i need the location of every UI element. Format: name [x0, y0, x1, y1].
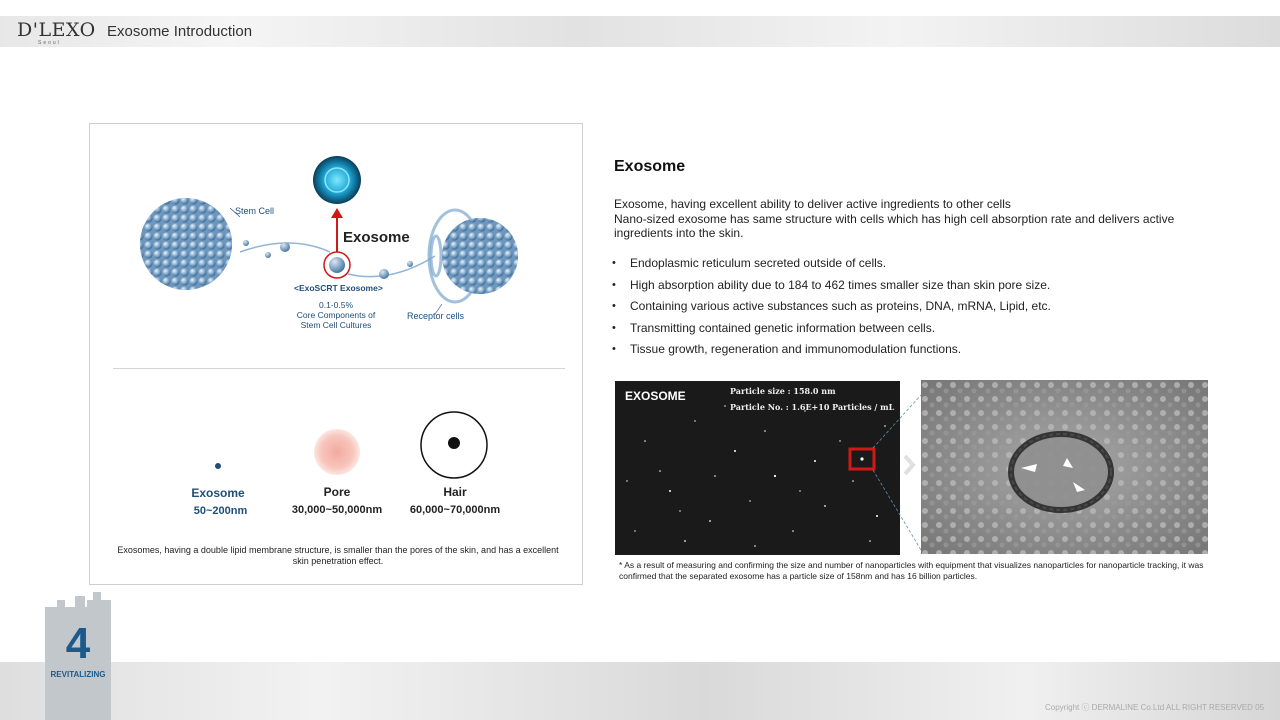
intro-text [614, 197, 1214, 241]
comparison-exosome-size: 50~200nm [193, 505, 248, 517]
section-badge [45, 607, 111, 720]
tem-exosome-image [921, 380, 1208, 554]
stem-cell-cultures-label: Stem Cell Cultures [300, 320, 372, 330]
list-item: • Endoplasmic reticulum secreted outside of cells. [612, 256, 1051, 278]
list-item: • High absorption ability due to 184 to 462 times smaller size than skin pore size. [612, 278, 1051, 300]
section-label: REVITALIZING [50, 670, 106, 679]
core-components-label: Core Components of [296, 310, 376, 320]
header-bar [0, 16, 1280, 47]
receptor-cells-label: Receptor cells [407, 311, 465, 321]
badge-pixel-decoration [45, 592, 111, 608]
section-number: 4 [65, 619, 91, 668]
list-item: • Containing various active substances such as proteins, DNA, mRNA, Lipid, etc. [612, 299, 1051, 321]
particle-size-readout: Particle size : 158.0 nm [730, 386, 836, 396]
comparison-hair-size: 60,000~70,000nm [409, 504, 501, 516]
particle-count-readout: Particle No. : 1.6E+10 Particles / mL [730, 402, 895, 412]
brand-logo: D'LEXO [17, 19, 96, 41]
brand-logo-subtext: Seoul [38, 40, 61, 46]
exosome-diagram-label: Exosome [343, 229, 410, 246]
page-title: Exosome Introduction [107, 23, 253, 40]
exoscrt-label: <ExoSCRT Exosome> [294, 283, 383, 293]
panel-caption: Exosomes, having a double lipid membrane structure, is smaller than the pores of the skin, and has a excellent skin penetration effect. [117, 545, 559, 566]
list-item: • Tissue growth, regeneration and immunomodulation functions. [612, 342, 1051, 364]
image-footnote: * As a result of measuring and confirming the size and number of nanoparticles with equipment that visualizes nanoparticles for nanoparticle tracking, it was confirmed that the separated exosome has a particle size of 158nm and has 16 billion particles. [619, 560, 1204, 581]
exosome-dot [215, 463, 221, 469]
comparison-exosome-name: Exosome [191, 486, 245, 500]
percent-label: 0.1-0.5% [318, 300, 354, 310]
intro-line-2: Nano-sized exosome has same structure with cells which has high cell absorption rate and delivers active ingredients into the skin. [614, 211, 1175, 240]
panel-divider [113, 368, 565, 369]
comparison-pore-name: Pore [323, 485, 351, 499]
stem-cell-label: Stem Cell [235, 206, 275, 216]
size-comparison-illustration [90, 405, 582, 485]
copyright-text: Copyright ⓒ DERMALINE Co.Ltd ALL RIGHT RESERVED 05 [1045, 703, 1265, 712]
exosome-image-label: EXOSOME [625, 389, 686, 403]
comparison-pore-size: 30,000~50,000nm [291, 504, 383, 516]
list-item: • Transmitting contained genetic information between cells. [612, 321, 1051, 343]
section-title: Exosome [614, 158, 686, 175]
comparison-hair-name: Hair [443, 485, 467, 499]
zoom-connector [860, 380, 922, 556]
feature-list [612, 256, 1051, 364]
chevron-right-icon [905, 456, 913, 474]
nanoparticle-tracking-image [615, 381, 900, 555]
exosome-glow-sphere [313, 156, 361, 204]
pore-circle [314, 429, 360, 475]
intro-line-1: Exosome, having excellent ability to deliver active ingredients to other cells [614, 197, 1011, 211]
